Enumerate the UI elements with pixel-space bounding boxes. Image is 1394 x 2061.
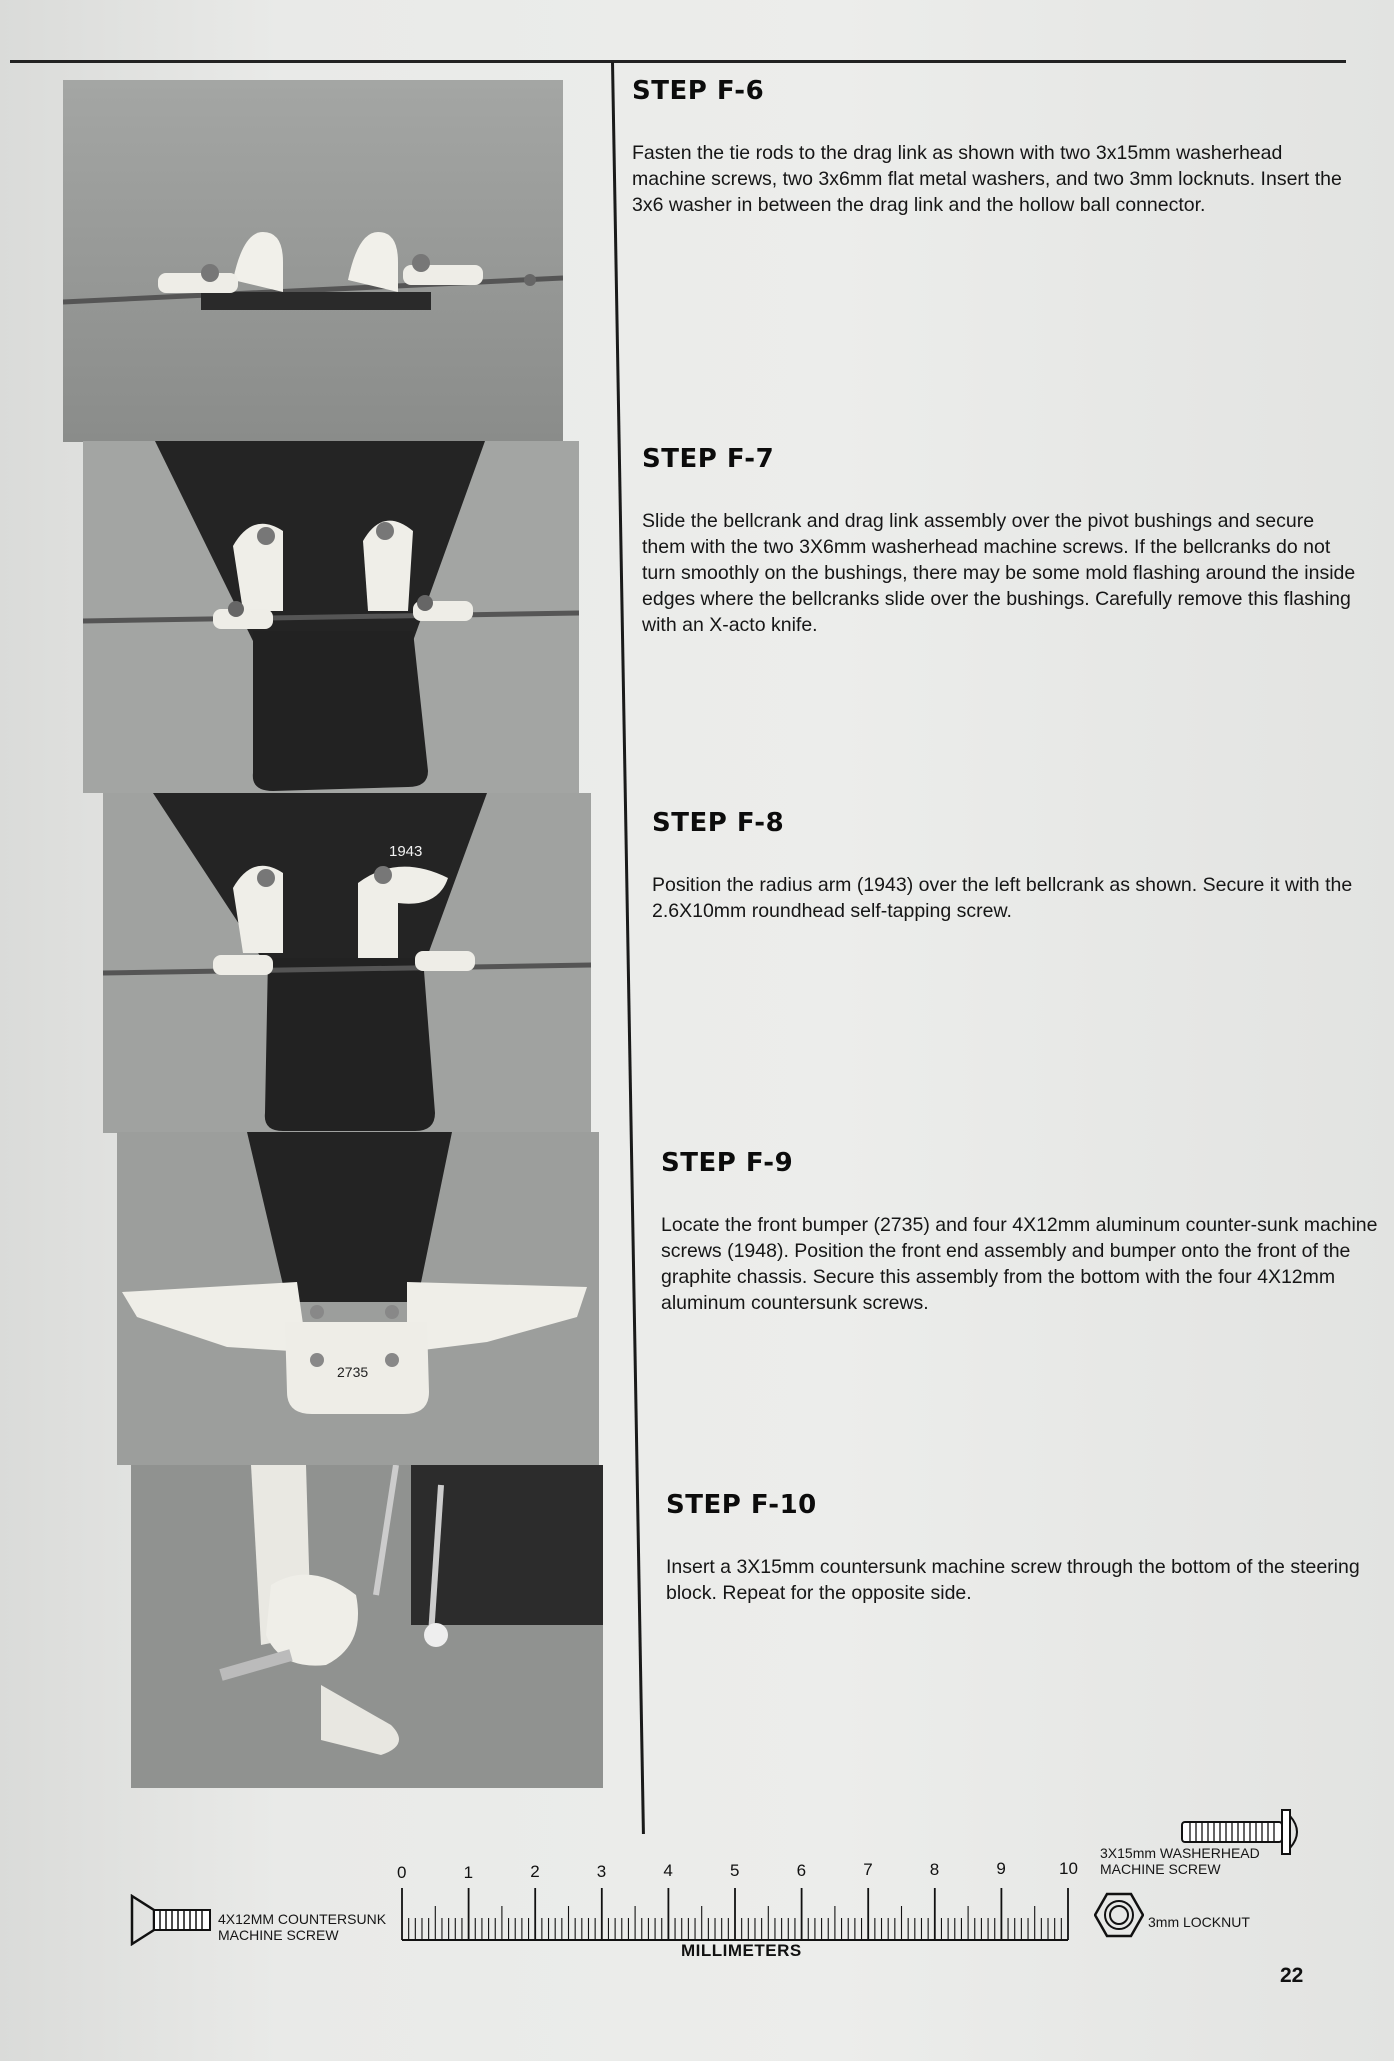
column-divider (611, 62, 645, 1834)
photo-step-f6 (63, 80, 563, 442)
ruler-number: 3 (596, 1861, 607, 1881)
step-f7 (642, 444, 1362, 638)
bumper-label: 2735 (337, 1364, 369, 1380)
photo-step-f7 (83, 441, 579, 793)
locknut-icon (1094, 1892, 1144, 1938)
millimeter-ruler (400, 1888, 1072, 1942)
ruler-number: 9 (996, 1859, 1006, 1879)
radius-arm-label: 1943 (389, 843, 423, 860)
step-f9 (661, 1148, 1381, 1316)
ruler-number: 2 (530, 1862, 540, 1882)
locknut-label: 3mm LOCKNUT (1148, 1914, 1250, 1930)
step-title: STEP F-8 (652, 808, 785, 838)
step-f10 (666, 1490, 1386, 1606)
photo-step-f8 (103, 793, 591, 1133)
step-title: STEP F-6 (632, 76, 765, 106)
ruler-number: 10 (1059, 1859, 1078, 1878)
ruler-number: 6 (796, 1860, 807, 1880)
step-title: STEP F-10 (666, 1490, 817, 1520)
ruler-number: 0 (397, 1863, 407, 1882)
ruler-number: 4 (663, 1861, 673, 1881)
photo-step-f9 (117, 1132, 599, 1465)
ruler-number: 1 (463, 1862, 474, 1882)
ruler-number: 7 (863, 1860, 873, 1880)
top-rule (10, 60, 1346, 63)
ruler-ticks (400, 1888, 1072, 1942)
step-text: Slide the bellcrank and drag link assembly over the pivot bushings and secure them with the two 3X6mm washerhead machine screws. If the bellcranks do not turn smoothly on the bushings, there may be some mold flashing around the inside edges where the bellcranks slide over the bushings. Carefully remove this flashing with an X-acto knife. (642, 510, 1356, 636)
ruler-number: 5 (730, 1861, 740, 1880)
countersunk-screw-label: 4X12MM COUNTERSUNK MACHINE SCREW (218, 1911, 387, 1943)
step-title: STEP F-7 (642, 444, 775, 474)
page-number: 22 (1280, 1964, 1304, 1987)
step-text: Fasten the tie rods to the drag link as shown with two 3x15mm washerhead machine screws, two 3x6mm flat metal washers, and two 3mm locknuts. Insert the 3x6 washer in between the drag link and the hollow ball connector. (632, 142, 1342, 216)
step-text: Insert a 3X15mm countersunk machine screw through the bottom of the steering block. Repeat for the opposite side. (666, 1556, 1360, 1604)
millimeters-label: MILLIMETERS (681, 1941, 802, 1960)
step-f8 (652, 808, 1372, 924)
step-text: Locate the front bumper (2735) and four 4X12mm aluminum counter-sunk machine screws (1948). Position the front end assembly and bumper onto the front of the graphite chassis. Secure this assembly from the bottom with the four 4X12mm aluminum countersunk screws. (661, 1214, 1378, 1314)
step-title: STEP F-9 (661, 1148, 794, 1178)
washerhead-screw-label: 3X15mm WASHERHEAD MACHINE SCREW (1100, 1845, 1260, 1877)
photo-step-f10 (131, 1465, 603, 1788)
step-f6 (632, 76, 1352, 218)
countersunk-screw-icon (130, 1894, 212, 1946)
step-text: Position the radius arm (1943) over the left bellcrank as shown. Secure it with the 2.6X10mm roundhead self-tapping screw. (652, 874, 1353, 922)
ruler-number: 8 (929, 1859, 940, 1879)
